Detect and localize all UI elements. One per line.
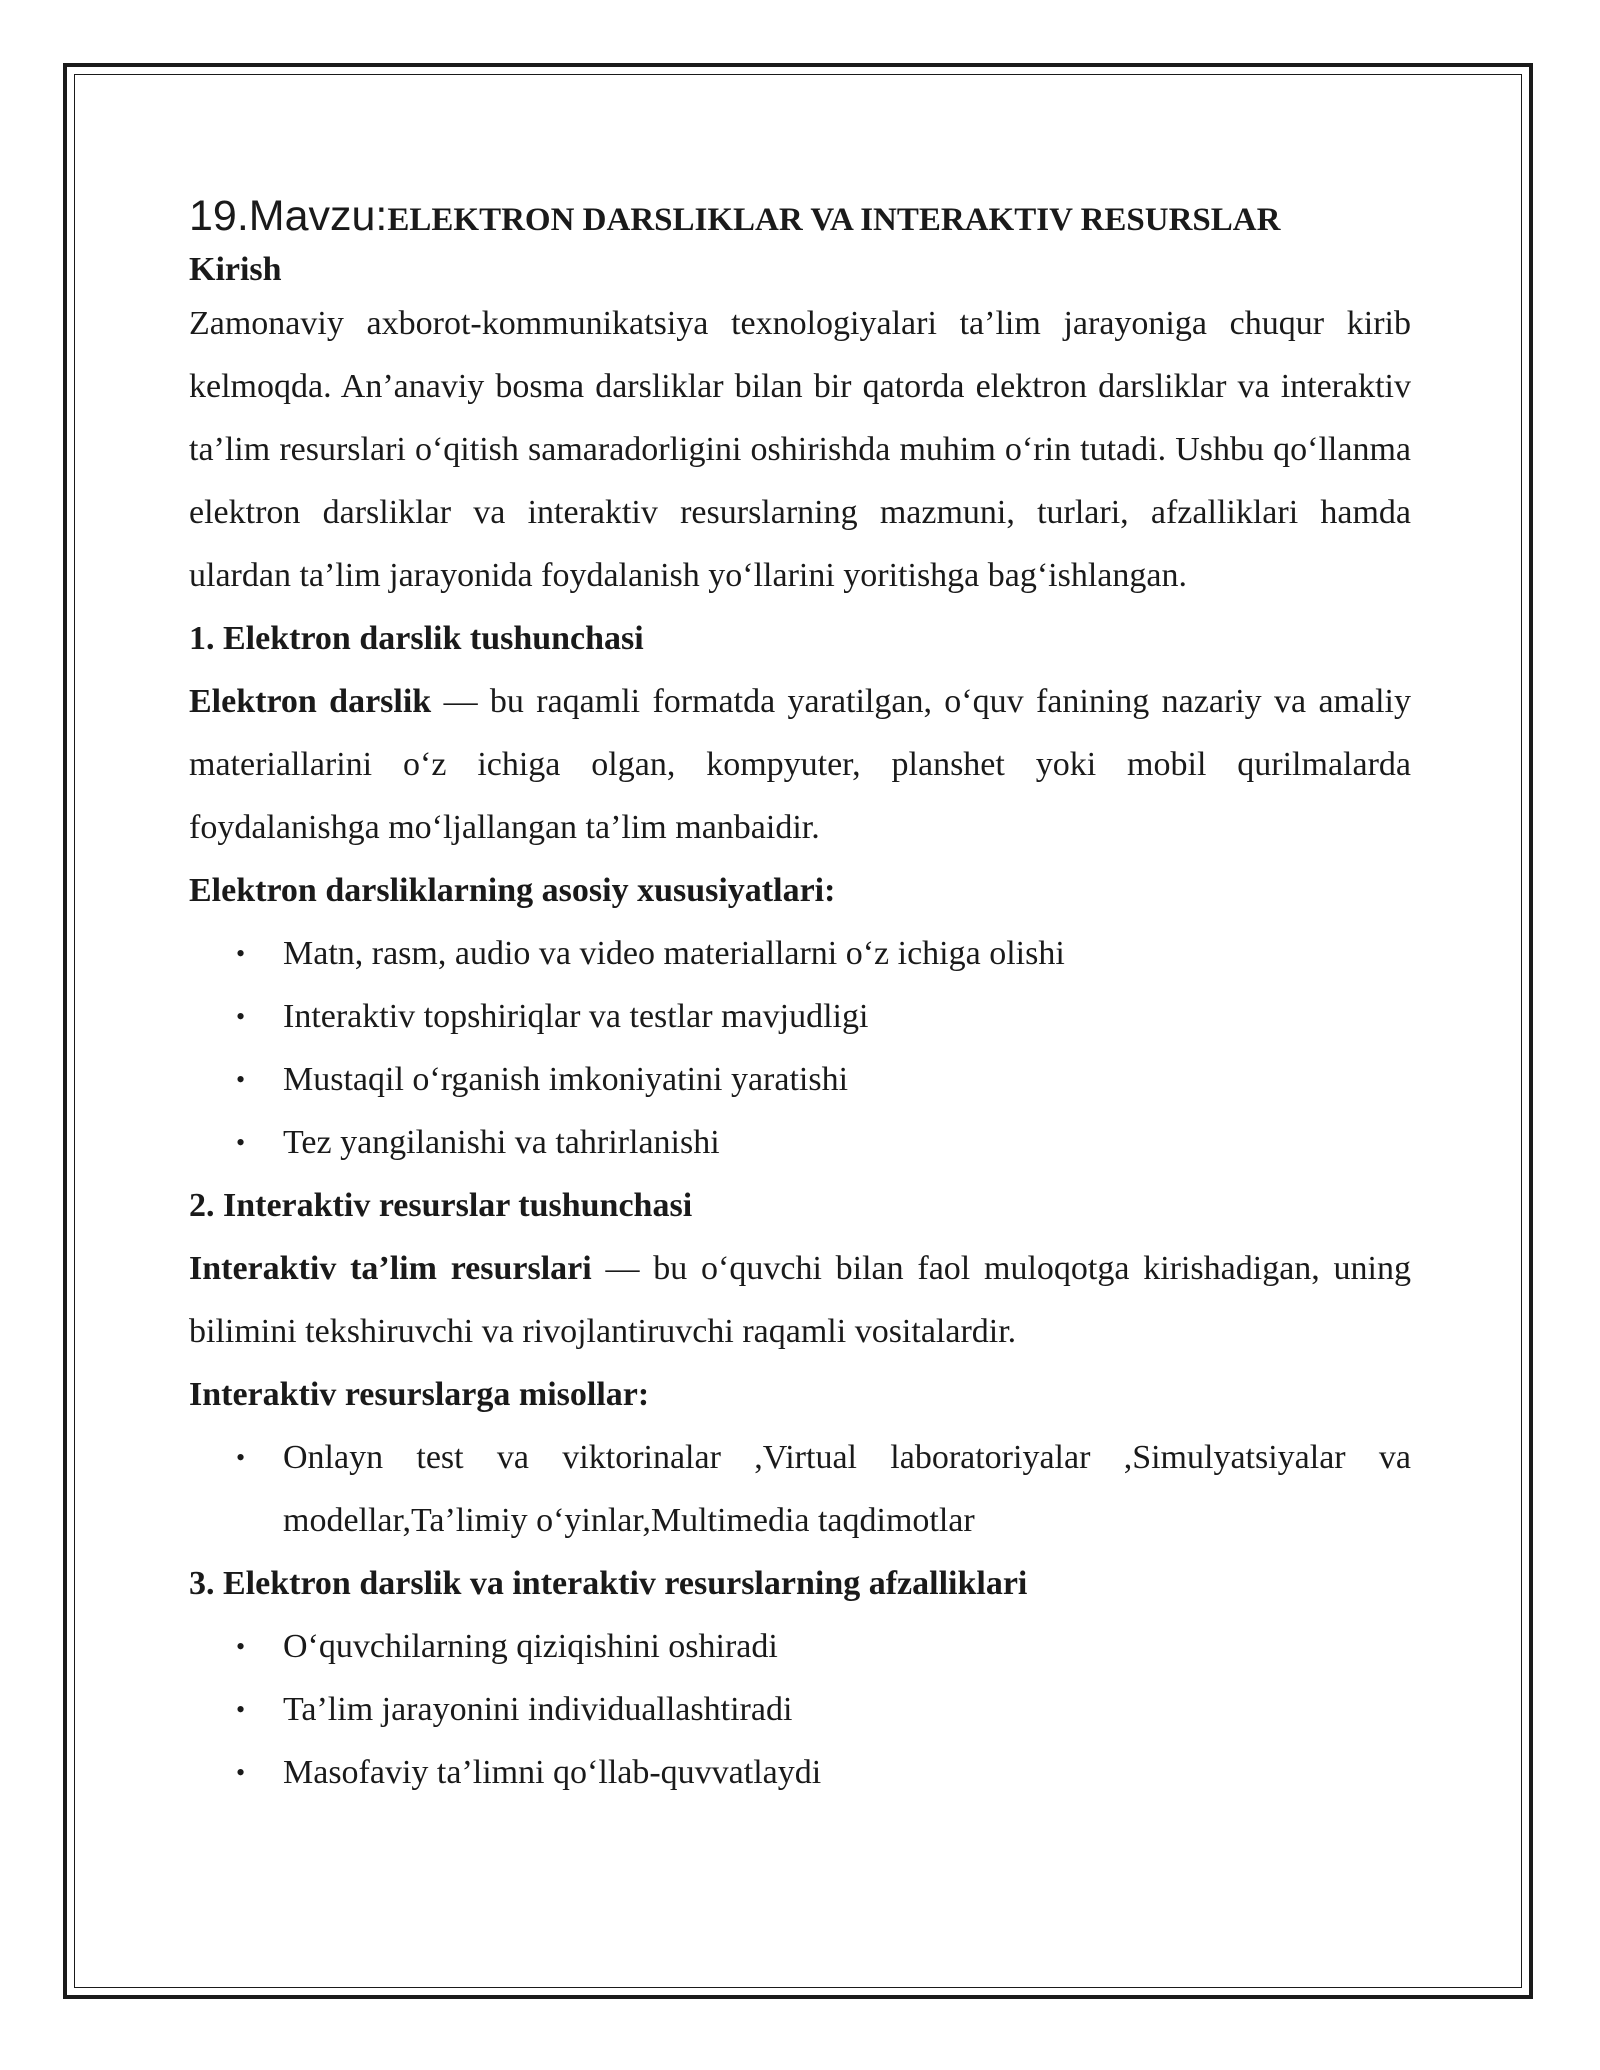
- section1-heading: 1. Elektron darslik tushunchasi: [189, 620, 644, 657]
- list-item: [189, 1111, 1411, 1174]
- list-item: [189, 985, 1411, 1048]
- list-item: [189, 1615, 1411, 1678]
- title-number: 19.Mavzu:: [189, 192, 388, 240]
- list-item-text: Ta’lim jarayonini individuallashtiradi: [283, 1691, 793, 1728]
- list-item-text: Tez yangilanishi va tahrirlanishi: [283, 1124, 720, 1161]
- title-text: ELEKTRON DARSLIKLAR VA INTERAKTIV RESURSLAR: [387, 202, 1281, 238]
- list-item-text: Onlayn test va viktorinalar ,Virtual laboratoriyalar ,Simulyatsiyalar va modellar,Ta’limiy o‘yinlar,Multimedia taqdimotlar: [283, 1439, 1411, 1539]
- section3-heading: 3. Elektron darslik va interaktiv resurslarning afzalliklari: [189, 1565, 1028, 1602]
- list-item-text: O‘quvchilarning qiziqishini oshiradi: [283, 1628, 778, 1665]
- bullet-icon: •: [236, 1065, 246, 1094]
- bullet-icon: •: [236, 939, 246, 968]
- intro-paragraph: Zamonaviy axborot-kommunikatsiya texnologiyalari ta’lim jarayoniga chuqur kirib kelmoqda. An’anaviy bosma darsliklar bilan bir qatorda elektron darsliklar va interaktiv ta’lim resurslari o‘qitish samaradorligini oshirishda muhim o‘rin tutadi. Ushbu qo‘llanma elektron darsliklar va interaktiv resurslarning mazmuni, turlari, afzalliklari hamda ulardan ta’lim jarayonida foydalanish yo‘llarini yoritishga bag‘ishlangan.: [189, 305, 1411, 594]
- bullet-icon: •: [236, 1695, 246, 1724]
- list-item-text: Mustaqil o‘rganish imkoniyatini yaratishi: [283, 1061, 849, 1098]
- list-item-text: Masofaviy ta’limni qo‘llab-quvvatlaydi: [283, 1754, 822, 1791]
- section2-heading: 2. Interaktiv resurslar tushunchasi: [189, 1187, 693, 1224]
- section2-term: Interaktiv ta’lim resurslari: [189, 1250, 592, 1287]
- examples-heading: Interaktiv resurslarga misollar:: [189, 1376, 650, 1413]
- list-item: [189, 1741, 1411, 1804]
- features-list: [189, 922, 1411, 1174]
- list-item: [189, 1678, 1411, 1741]
- bullet-icon: •: [236, 1758, 246, 1787]
- list-item-text: Matn, rasm, audio va video materiallarni o‘z ichiga olishi: [283, 935, 1065, 972]
- page-title: [189, 188, 1411, 248]
- document-body: [189, 188, 1411, 1804]
- examples-list: [189, 1426, 1411, 1552]
- features-heading: Elektron darsliklarning asosiy xususiyatlari:: [189, 872, 836, 909]
- intro-heading: Kirish: [189, 251, 282, 288]
- list-item: [189, 1426, 1411, 1552]
- bullet-icon: •: [236, 1632, 246, 1661]
- section2-definition: [189, 1237, 1411, 1363]
- section2-definition-text: — bu o‘quvchi bilan faol muloqotga kirishadigan, uning bilimini tekshiruvchi va rivojlantiruvchi raqamli vositalardir.: [189, 1250, 1411, 1350]
- advantages-list: [189, 1615, 1411, 1804]
- bullet-icon: •: [236, 1002, 246, 1031]
- list-item: [189, 922, 1411, 985]
- list-item: [189, 1048, 1411, 1111]
- bullet-icon: •: [236, 1443, 246, 1472]
- section1-term: Elektron darslik: [189, 683, 432, 720]
- bullet-icon: •: [236, 1128, 246, 1157]
- section1-definition: [189, 670, 1411, 859]
- section1-definition-text: — bu raqamli formatda yaratilgan, o‘quv fanining nazariy va amaliy materiallarini o‘z ichiga olgan, kompyuter, planshet yoki mobil qurilmalarda foydalanishga mo‘ljallangan ta’lim manbaidir.: [189, 683, 1411, 846]
- list-item-text: Interaktiv topshiriqlar va testlar mavjudligi: [283, 998, 869, 1035]
